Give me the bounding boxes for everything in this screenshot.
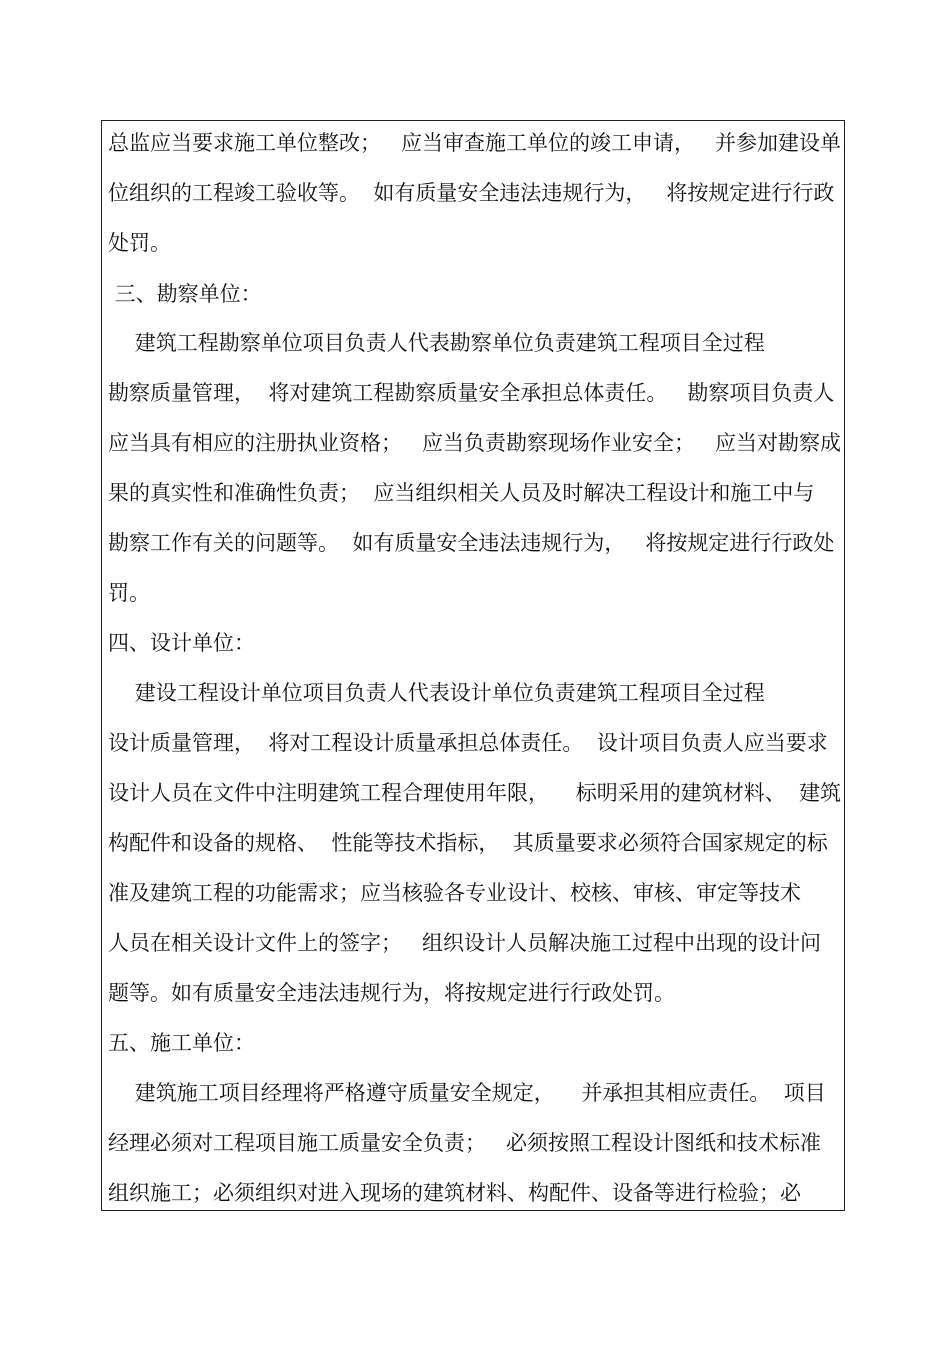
text-line: 建设工程设计单位项目负责人代表设计单位负责建筑工程项目全过程 xyxy=(108,681,765,705)
section-heading: 四、设计单位： xyxy=(108,631,255,655)
text-line: 处罚。 xyxy=(108,231,171,255)
text-line: 勘察质量管理， 将对建筑工程勘察质量安全承担总体责任。 勘察项目负责人 xyxy=(108,381,835,405)
section-heading: 三、勘察单位： xyxy=(108,282,262,306)
text-line: 题等。如有质量安全违法违规行为，将按规定进行行政处罚。 xyxy=(108,981,675,1005)
text-line: 建筑施工项目经理将严格遵守质量安全规定， 并承担其相应责任。 项目 xyxy=(108,1081,826,1105)
section-heading: 五、施工单位： xyxy=(108,1031,255,1055)
text-line: 准及建筑工程的功能需求；应当核验各专业设计、校核、审核、审定等技术 xyxy=(108,881,801,905)
text-line: 勘察工作有关的问题等。 如有质量安全违法违规行为， 将按规定进行行政处 xyxy=(108,531,835,555)
text-line: 应当具有相应的注册执业资格； 应当负责勘察现场作业安全； 应当对勘察成 xyxy=(108,431,842,455)
text-line: 建筑工程勘察单位项目负责人代表勘察单位负责建筑工程项目全过程 xyxy=(108,331,765,355)
text-line: 构配件和设备的规格、 性能等技术指标， 其质量要求必须符合国家规定的标 xyxy=(108,831,828,855)
text-line: 人员在相关设计文件上的签字； 组织设计人员解决施工过程中出现的设计问 xyxy=(108,931,822,955)
text-line: 组织施工；必须组织对进入现场的建筑材料、构配件、设备等进行检验；必 xyxy=(108,1181,801,1205)
text-line: 果的真实性和准确性负责； 应当组织相关人员及时解决工程设计和施工中与 xyxy=(108,481,815,505)
text-line: 设计人员在文件中注明建筑工程合理使用年限， 标明采用的建筑材料、 建筑 xyxy=(108,781,842,805)
text-line: 经理必须对工程项目施工质量安全负责； 必须按照工程设计图纸和技术标准 xyxy=(108,1131,822,1155)
text-line: 设计质量管理， 将对工程设计质量承担总体责任。 设计项目负责人应当要求 xyxy=(108,731,828,755)
text-line: 总监应当要求施工单位整改； 应当审查施工单位的竣工申请， 并参加建设单 xyxy=(108,131,842,155)
text-line: 位组织的工程竣工验收等。 如有质量安全违法违规行为， 将按规定进行行政 xyxy=(108,181,835,205)
text-line: 罚。 xyxy=(108,581,150,605)
